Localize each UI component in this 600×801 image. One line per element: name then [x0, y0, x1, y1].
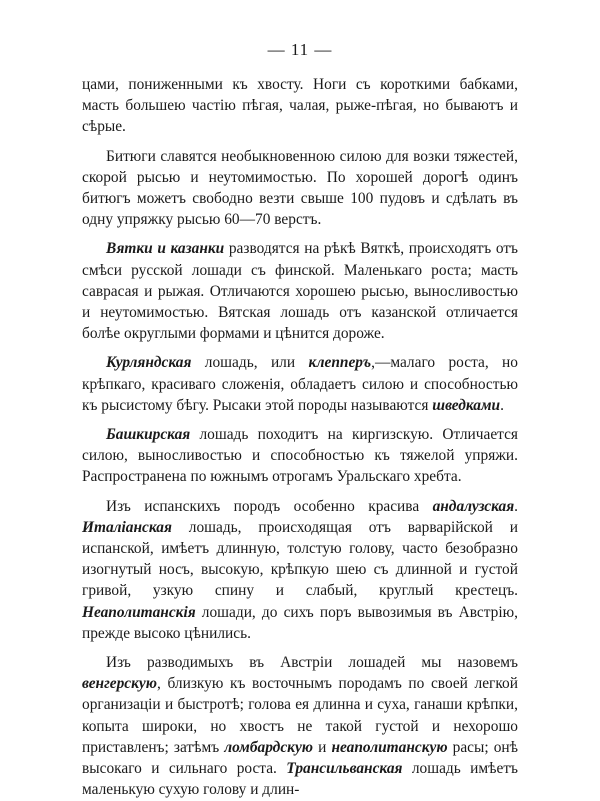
emphasized-term: ломбардскую [224, 738, 314, 756]
emphasized-term: неаполитанскую [331, 738, 448, 756]
paragraph [82, 496, 518, 644]
page-body [82, 74, 518, 801]
emphasized-term: Италіанская [82, 518, 172, 536]
text-run: цами, пониженными къ хвосту. Ноги съ короткими бабками, масть большею частію пѣгая, чалая, рыже-пѣгая, но бываютъ и сѣрые. [82, 76, 518, 136]
emphasized-term: Вятки и казанки [106, 240, 225, 258]
text-run: лошадь имѣетъ маленькую сухую голову и длин- [82, 760, 519, 799]
text-run: . [500, 396, 504, 414]
text-run: разводятся на рѣкѣ Вяткѣ, происходятъ отъ смѣси русской лошади съ финской. Маленькаго роста; масть саврасая и рыжая. Отличаются хорошею рысью, выносливостью и неутомимостью. Вятская лошадь отъ казанской отличается болѣе округлыми формами и цѣнится дороже. [82, 240, 519, 343]
text-run: и [313, 738, 332, 756]
emphasized-term: Башкирская [106, 426, 191, 444]
text-run: лошадь походитъ на киргизскую. Отличается силою, выносливостью и способностью къ тяжелой упряжи. Распространена по южнымъ отрогамъ Уральскаго хребта. [82, 426, 518, 486]
paragraph [82, 146, 518, 231]
page-number: — 11 — [267, 40, 333, 59]
emphasized-term: Трансильванская [286, 760, 403, 778]
text-run: ,—малаго роста, но крѣпкаго, красиваго сложенія, обладаетъ силою и способностью къ рысистому бѣгу. Рысаки этой породы называются [82, 354, 518, 414]
emphasized-term: Курляндская [106, 354, 192, 372]
paragraph [82, 424, 518, 488]
paragraph [82, 352, 518, 416]
emphasized-term: венгерскую [82, 675, 157, 693]
emphasized-term: Неаполитанскія [82, 603, 196, 621]
paragraph [82, 238, 518, 344]
paragraph [82, 74, 518, 138]
text-run: лошадь, происходящая отъ варварійской и испанской, имѣетъ длинную, толстую голову, часто безобразно изогнутый носъ, высокую, крѣпкую шею съ длинной и густой гривой, узкую спину и слабый, круглый крестецъ. [82, 518, 518, 600]
text-run: лошади, до сихъ поръ вывозимыя въ Австрію, прежде высоко цѣнились. [82, 603, 518, 642]
text-run: лошадь, или [191, 354, 309, 372]
emphasized-term: шведками [432, 396, 501, 414]
emphasized-term: андалузская [432, 497, 515, 515]
text-run: Изъ испанскихъ породъ особенно красива [106, 497, 433, 515]
text-run: Изъ разводимыхъ въ Австріи лошадей мы назовемъ [106, 654, 518, 672]
paragraph [82, 652, 518, 800]
text-run: , близкую къ восточнымъ породамъ по своей легкой организаціи и быстротѣ; голова ея длинна и суха, ганаши крѣпки, копыта широки, но хвостъ не такой густой и нехорошо приставленъ; затѣмъ [82, 675, 518, 756]
emphasized-term: клепперъ [308, 354, 372, 372]
text-run: Битюги славятся необыкновенною силою для возки тяжестей, скорой рысью и неутомимостью. По хорошей дорогѣ одинъ битюгъ можетъ свободно везти свыше 100 пудовъ и сдѣлать въ одну упряжку рысью 60—70 верстъ. [82, 147, 518, 229]
text-run: . [514, 497, 518, 515]
text-run: расы; онѣ высокаго и сильнаго роста. [82, 738, 518, 778]
